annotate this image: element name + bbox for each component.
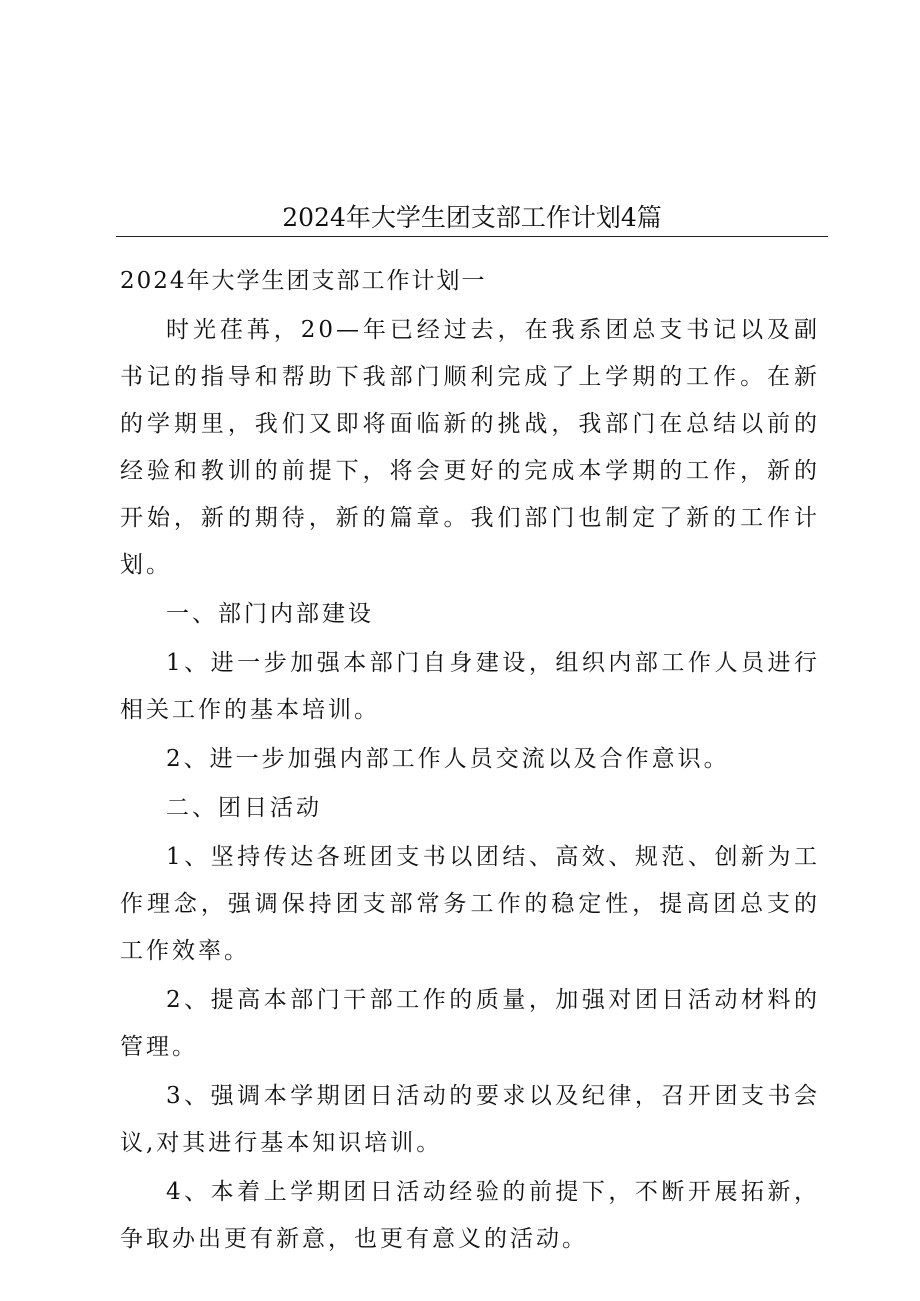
section-subtitle: 2024年大学生团支部工作计划一 (120, 268, 487, 294)
list-item: 1、坚持传达各班团支书以团结、高效、规范、创新为工作理念，强调保持团支部常务工作的稳定性，提高团总支的工作效率。 (120, 844, 820, 964)
document-body (120, 258, 820, 1265)
intro-paragraph: 时光荏苒，20—年已经过去，在我系团总支书记以及副书记的指导和帮助下我部门顺利完成了上学期的工作。在新的学期里，我们又即将面临新的挑战，我部门在总结以前的经验和教训的前提下，将会更好的完成本学期的工作，新的开始，新的期待，新的篇章。我们部门也制定了新的工作计划。 (120, 317, 820, 578)
document-title: 2024年大学生团支部工作计划4篇 (282, 203, 662, 232)
title-underline (116, 236, 828, 237)
section-heading-internal-building: 一、部门内部建设 (166, 601, 374, 627)
list-item: 2、进一步加强内部工作人员交流以及合作意识。 (166, 746, 730, 772)
list-item: 3、强调本学期团日活动的要求以及纪律，召开团支书会议,对其进行基本知识培训。 (120, 1083, 820, 1156)
section-heading-league-day: 二、团日活动 (166, 795, 322, 821)
list-item: 1、进一步加强本部门自身建设，组织内部工作人员进行相关工作的基本培训。 (120, 650, 820, 723)
list-item: 4、本着上学期团日活动经验的前提下，不断开展拓新，争取办出更有新意，也更有意义的活动。 (120, 1179, 820, 1252)
list-item: 2、提高本部门干部工作的质量，加强对团日活动材料的管理。 (120, 987, 820, 1060)
